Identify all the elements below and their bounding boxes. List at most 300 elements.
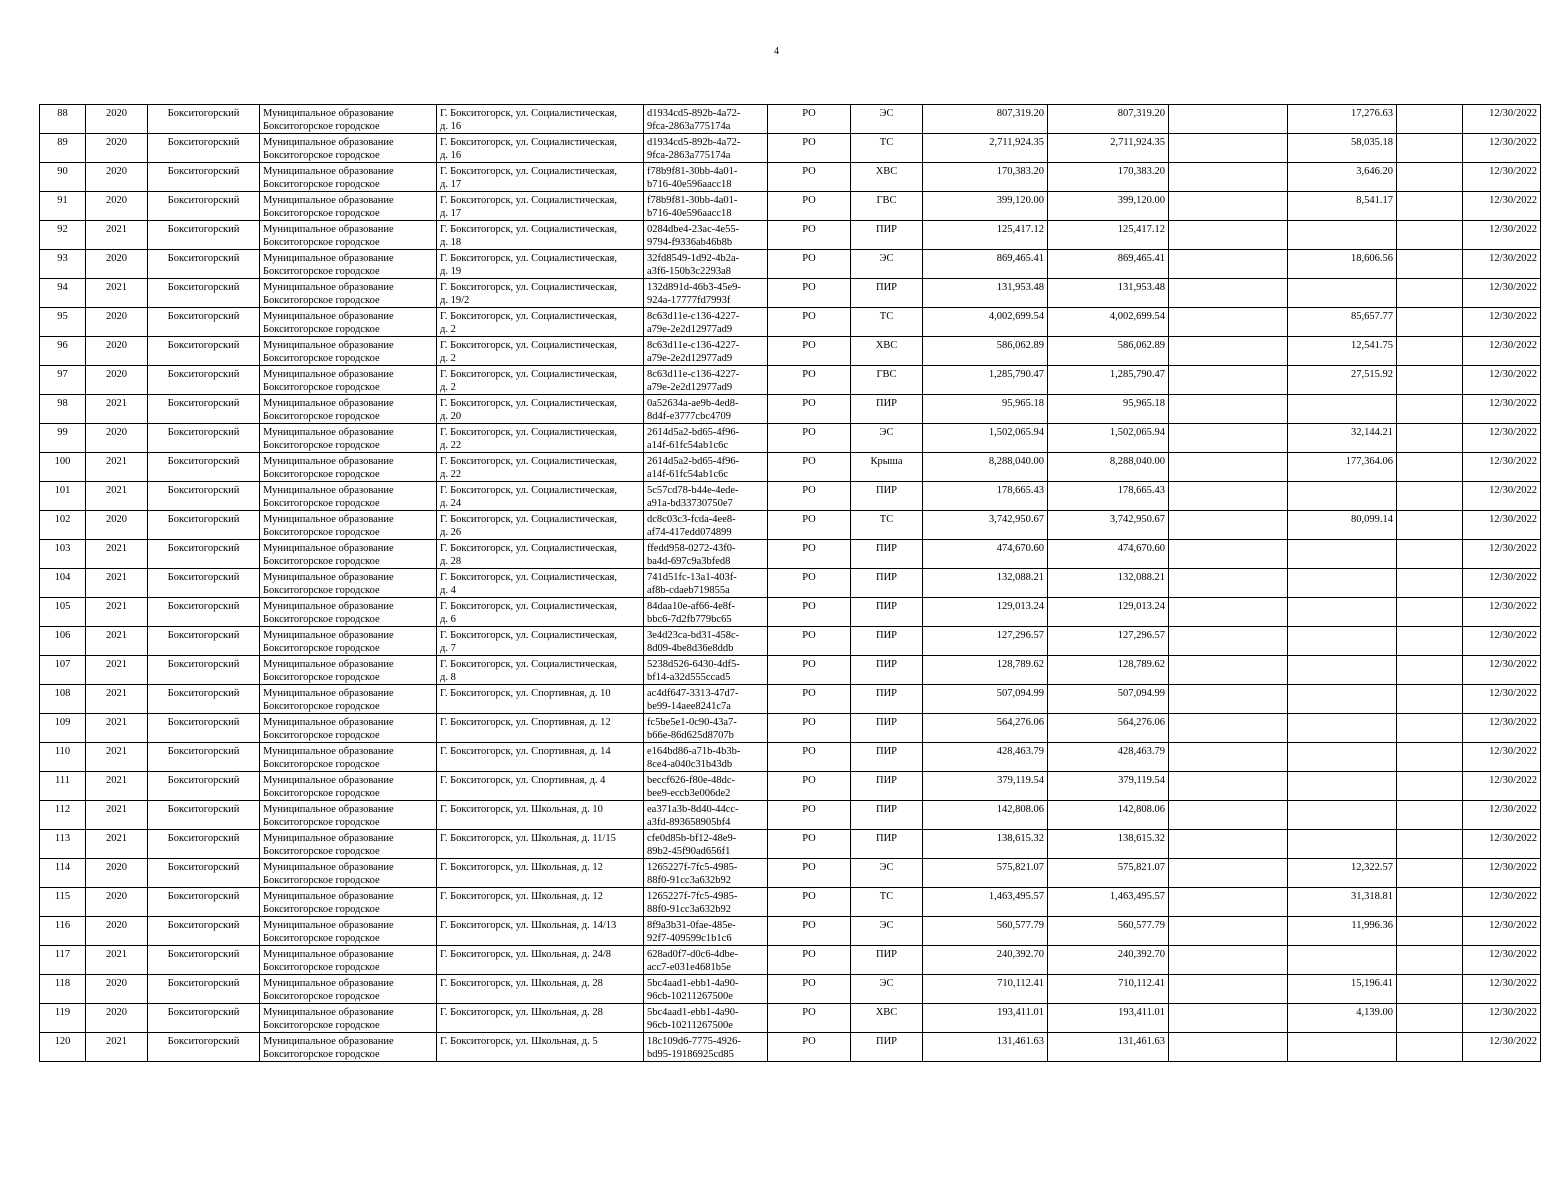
cell-cost-total: 560,577.79 xyxy=(1048,917,1169,946)
cell-cost: 507,094.99 xyxy=(923,685,1048,714)
cell-address xyxy=(437,453,644,482)
table-row xyxy=(40,975,1541,1004)
cell-district: Бокситогорский xyxy=(148,830,260,859)
cell-municipality-line: Бокситогорское городское xyxy=(263,585,380,596)
cell-year: 2020 xyxy=(86,337,148,366)
cell-work-type: Крыша xyxy=(851,453,923,482)
cell-fee: 177,364.06 xyxy=(1288,453,1397,482)
cell-extra-2 xyxy=(1397,192,1463,221)
cell-cost: 1,285,790.47 xyxy=(923,366,1048,395)
cell-district: Бокситогорский xyxy=(148,453,260,482)
cell-program-type: РО xyxy=(768,105,851,134)
cell-district: Бокситогорский xyxy=(148,859,260,888)
cell-deadline: 12/30/2022 xyxy=(1463,569,1541,598)
cell-municipality-line: Бокситогорское городское xyxy=(263,962,380,973)
cell-fee xyxy=(1288,801,1397,830)
cell-address-line: Г. Бокситогорск, ул. Социалистическая, xyxy=(440,456,617,467)
cell-fee: 31,318.81 xyxy=(1288,888,1397,917)
cell-municipality-line: Бокситогорское городское xyxy=(263,179,380,190)
cell-district: Бокситогорский xyxy=(148,743,260,772)
cell-house-id xyxy=(644,540,768,569)
cell-municipality-line: Бокситогорское городское xyxy=(263,411,380,422)
cell-address-line: Г. Бокситогорск, ул. Социалистическая, xyxy=(440,630,617,641)
cell-extra-2 xyxy=(1397,511,1463,540)
cell-work-type: ПИР xyxy=(851,221,923,250)
cell-program-type: РО xyxy=(768,714,851,743)
cell-house-id-line: 3e4d23ca-bd31-458c- xyxy=(647,630,740,641)
cell-year: 2021 xyxy=(86,772,148,801)
cell-cost: 95,965.18 xyxy=(923,395,1048,424)
cell-extra-2 xyxy=(1397,772,1463,801)
cell-deadline: 12/30/2022 xyxy=(1463,685,1541,714)
cell-extra-1 xyxy=(1169,714,1288,743)
cell-year: 2021 xyxy=(86,482,148,511)
cell-deadline: 12/30/2022 xyxy=(1463,917,1541,946)
cell-extra-2 xyxy=(1397,453,1463,482)
table-row xyxy=(40,337,1541,366)
cell-row-number: 119 xyxy=(40,1004,86,1033)
cell-row-number: 108 xyxy=(40,685,86,714)
cell-program-type: РО xyxy=(768,917,851,946)
cell-work-type: ПИР xyxy=(851,830,923,859)
cell-fee: 4,139.00 xyxy=(1288,1004,1397,1033)
cell-extra-2 xyxy=(1397,424,1463,453)
cell-deadline: 12/30/2022 xyxy=(1463,366,1541,395)
cell-municipality-line: Муниципальное образование xyxy=(263,891,394,902)
cell-fee xyxy=(1288,540,1397,569)
table-row xyxy=(40,714,1541,743)
cell-address-line: Г. Бокситогорск, ул. Социалистическая, xyxy=(440,543,617,554)
cell-address xyxy=(437,337,644,366)
cell-deadline: 12/30/2022 xyxy=(1463,888,1541,917)
cell-house-id-line: d1934cd5-892b-4a72- xyxy=(647,108,741,119)
table-row xyxy=(40,308,1541,337)
table-row xyxy=(40,772,1541,801)
cell-district: Бокситогорский xyxy=(148,888,260,917)
cell-address xyxy=(437,511,644,540)
cell-house-id-line: 9794-f9336ab46b8b xyxy=(647,237,733,248)
cell-house-id-line: fc5be5e1-0c90-43a7- xyxy=(647,717,737,728)
cell-address-line: д. 16 xyxy=(440,121,462,132)
cell-year: 2021 xyxy=(86,279,148,308)
cell-address-line: д. 26 xyxy=(440,527,462,538)
cell-district: Бокситогорский xyxy=(148,163,260,192)
cell-address-line: Г. Бокситогорск, ул. Социалистическая, xyxy=(440,601,617,612)
cell-program-type: РО xyxy=(768,134,851,163)
cell-year: 2021 xyxy=(86,540,148,569)
cell-fee xyxy=(1288,656,1397,685)
cell-deadline: 12/30/2022 xyxy=(1463,192,1541,221)
cell-municipality-line: Муниципальное образование xyxy=(263,1036,394,1047)
cell-municipality xyxy=(260,1004,437,1033)
cell-address xyxy=(437,192,644,221)
cell-fee: 8,541.17 xyxy=(1288,192,1397,221)
cell-row-number: 98 xyxy=(40,395,86,424)
cell-extra-1 xyxy=(1169,1004,1288,1033)
cell-deadline: 12/30/2022 xyxy=(1463,337,1541,366)
cell-fee xyxy=(1288,627,1397,656)
cell-work-type: ПИР xyxy=(851,598,923,627)
cell-municipality-line: Бокситогорское городское xyxy=(263,846,380,857)
cell-municipality-line: Бокситогорское городское xyxy=(263,904,380,915)
cell-year: 2020 xyxy=(86,192,148,221)
cell-municipality-line: Бокситогорское городское xyxy=(263,469,380,480)
cell-address-line: д. 2 xyxy=(440,353,456,364)
cell-house-id-line: f78b9f81-30bb-4a01- xyxy=(647,195,738,206)
cell-extra-1 xyxy=(1169,598,1288,627)
cell-district: Бокситогорский xyxy=(148,395,260,424)
cell-deadline: 12/30/2022 xyxy=(1463,540,1541,569)
cell-extra-1 xyxy=(1169,250,1288,279)
cell-district: Бокситогорский xyxy=(148,1033,260,1062)
cell-extra-1 xyxy=(1169,743,1288,772)
cell-extra-2 xyxy=(1397,917,1463,946)
cell-cost-total: 1,502,065.94 xyxy=(1048,424,1169,453)
cell-year: 2021 xyxy=(86,221,148,250)
cell-row-number: 112 xyxy=(40,801,86,830)
cell-municipality-line: Муниципальное образование xyxy=(263,427,394,438)
cell-municipality-line: Муниципальное образование xyxy=(263,746,394,757)
cell-house-id-line: 5bc4aad1-ebb1-4a90- xyxy=(647,978,739,989)
cell-address-line: Г. Бокситогорск, ул. Школьная, д. 24/8 xyxy=(440,949,611,960)
cell-house-id xyxy=(644,511,768,540)
cell-cost-total: 379,119.54 xyxy=(1048,772,1169,801)
cell-deadline: 12/30/2022 xyxy=(1463,250,1541,279)
cell-municipality xyxy=(260,482,437,511)
cell-address-line: Г. Бокситогорск, ул. Социалистическая, xyxy=(440,311,617,322)
cell-row-number: 90 xyxy=(40,163,86,192)
table-row xyxy=(40,453,1541,482)
cell-deadline: 12/30/2022 xyxy=(1463,395,1541,424)
cell-row-number: 100 xyxy=(40,453,86,482)
cell-extra-1 xyxy=(1169,946,1288,975)
cell-address xyxy=(437,656,644,685)
cell-municipality xyxy=(260,975,437,1004)
cell-extra-2 xyxy=(1397,337,1463,366)
cell-district: Бокситогорский xyxy=(148,656,260,685)
cell-work-type: ТС xyxy=(851,308,923,337)
cell-work-type: ЭС xyxy=(851,105,923,134)
cell-address-line: д. 22 xyxy=(440,469,462,480)
cell-address xyxy=(437,366,644,395)
cell-extra-2 xyxy=(1397,714,1463,743)
cell-house-id xyxy=(644,598,768,627)
cell-deadline: 12/30/2022 xyxy=(1463,134,1541,163)
cell-extra-2 xyxy=(1397,975,1463,1004)
cell-year: 2021 xyxy=(86,627,148,656)
cell-extra-2 xyxy=(1397,801,1463,830)
cell-house-id-line: 1265227f-7fc5-4985- xyxy=(647,862,738,873)
cell-address xyxy=(437,540,644,569)
cell-house-id-line: a14f-61fc54ab1c6c xyxy=(647,469,729,480)
cell-work-type: ТС xyxy=(851,134,923,163)
cell-address-line: д. 20 xyxy=(440,411,462,422)
cell-municipality-line: Муниципальное образование xyxy=(263,630,394,641)
cell-program-type: РО xyxy=(768,743,851,772)
cell-address-line: д. 2 xyxy=(440,382,456,393)
cell-work-type: ПИР xyxy=(851,946,923,975)
cell-house-id xyxy=(644,801,768,830)
cell-address-line: Г. Бокситогорск, ул. Социалистическая, xyxy=(440,224,617,235)
cell-year: 2021 xyxy=(86,598,148,627)
cell-work-type: ПИР xyxy=(851,482,923,511)
cell-row-number: 94 xyxy=(40,279,86,308)
cell-program-type: РО xyxy=(768,1033,851,1062)
cell-extra-2 xyxy=(1397,134,1463,163)
cell-municipality-line: Бокситогорское городское xyxy=(263,121,380,132)
cell-municipality-line: Бокситогорское городское xyxy=(263,150,380,161)
cell-house-id-line: 5bc4aad1-ebb1-4a90- xyxy=(647,1007,739,1018)
cell-cost: 131,953.48 xyxy=(923,279,1048,308)
cell-address xyxy=(437,1033,644,1062)
cell-extra-2 xyxy=(1397,569,1463,598)
cell-program-type: РО xyxy=(768,221,851,250)
cell-district: Бокситогорский xyxy=(148,772,260,801)
cell-cost: 240,392.70 xyxy=(923,946,1048,975)
cell-cost-total: 95,965.18 xyxy=(1048,395,1169,424)
cell-house-id-line: 88f0-91cc3a632b92 xyxy=(647,875,731,886)
table-row xyxy=(40,888,1541,917)
cell-year: 2021 xyxy=(86,656,148,685)
cell-district: Бокситогорский xyxy=(148,917,260,946)
cell-deadline: 12/30/2022 xyxy=(1463,1033,1541,1062)
cell-program-type: РО xyxy=(768,772,851,801)
cell-municipality xyxy=(260,743,437,772)
cell-address-line: Г. Бокситогорск, ул. Школьная, д. 12 xyxy=(440,891,603,902)
cell-work-type: ГВС xyxy=(851,366,923,395)
cell-municipality-line: Бокситогорское городское xyxy=(263,788,380,799)
cell-work-type: ХВС xyxy=(851,163,923,192)
cell-house-id xyxy=(644,1004,768,1033)
cell-deadline: 12/30/2022 xyxy=(1463,801,1541,830)
cell-extra-2 xyxy=(1397,743,1463,772)
cell-house-id xyxy=(644,250,768,279)
cell-municipality-line: Бокситогорское городское xyxy=(263,556,380,567)
cell-cost: 560,577.79 xyxy=(923,917,1048,946)
cell-address-line: Г. Бокситогорск, ул. Социалистическая, xyxy=(440,195,617,206)
cell-extra-2 xyxy=(1397,830,1463,859)
cell-address-line: Г. Бокситогорск, ул. Спортивная, д. 14 xyxy=(440,746,611,757)
cell-work-type: ПИР xyxy=(851,1033,923,1062)
cell-row-number: 113 xyxy=(40,830,86,859)
cell-address xyxy=(437,946,644,975)
cell-cost-total: 586,062.89 xyxy=(1048,337,1169,366)
cell-address-line: Г. Бокситогорск, ул. Социалистическая, xyxy=(440,340,617,351)
cell-row-number: 110 xyxy=(40,743,86,772)
cell-house-id-line: af8b-cdaeb719855a xyxy=(647,585,730,596)
cell-deadline: 12/30/2022 xyxy=(1463,482,1541,511)
cell-cost: 586,062.89 xyxy=(923,337,1048,366)
cell-work-type: ЭС xyxy=(851,975,923,1004)
cell-house-id xyxy=(644,337,768,366)
cell-work-type: ПИР xyxy=(851,627,923,656)
cell-program-type: РО xyxy=(768,598,851,627)
cell-municipality-line: Муниципальное образование xyxy=(263,137,394,148)
cell-extra-2 xyxy=(1397,105,1463,134)
cell-house-id-line: 8d4f-e3777cbc4709 xyxy=(647,411,731,422)
cell-cost: 193,411.01 xyxy=(923,1004,1048,1033)
cell-district: Бокситогорский xyxy=(148,627,260,656)
table-row xyxy=(40,801,1541,830)
cell-address-line: д. 24 xyxy=(440,498,462,509)
cell-cost-total: 178,665.43 xyxy=(1048,482,1169,511)
cell-municipality xyxy=(260,192,437,221)
cell-district: Бокситогорский xyxy=(148,801,260,830)
cell-district: Бокситогорский xyxy=(148,105,260,134)
cell-address-line: д. 4 xyxy=(440,585,456,596)
register-table xyxy=(39,104,1541,1062)
cell-cost: 129,013.24 xyxy=(923,598,1048,627)
cell-program-type: РО xyxy=(768,366,851,395)
cell-extra-1 xyxy=(1169,279,1288,308)
cell-row-number: 116 xyxy=(40,917,86,946)
cell-year: 2021 xyxy=(86,830,148,859)
cell-municipality-line: Бокситогорское городское xyxy=(263,817,380,828)
cell-deadline: 12/30/2022 xyxy=(1463,453,1541,482)
cell-municipality-line: Муниципальное образование xyxy=(263,775,394,786)
cell-work-type: ПИР xyxy=(851,395,923,424)
cell-cost: 4,002,699.54 xyxy=(923,308,1048,337)
cell-municipality-line: Муниципальное образование xyxy=(263,804,394,815)
cell-cost: 807,319.20 xyxy=(923,105,1048,134)
cell-fee xyxy=(1288,279,1397,308)
cell-extra-1 xyxy=(1169,105,1288,134)
cell-cost-total: 4,002,699.54 xyxy=(1048,308,1169,337)
cell-cost-total: 138,615.32 xyxy=(1048,830,1169,859)
cell-program-type: РО xyxy=(768,627,851,656)
cell-work-type: ПИР xyxy=(851,743,923,772)
cell-municipality-line: Муниципальное образование xyxy=(263,224,394,235)
cell-row-number: 106 xyxy=(40,627,86,656)
table-row xyxy=(40,946,1541,975)
cell-address xyxy=(437,772,644,801)
cell-extra-2 xyxy=(1397,221,1463,250)
cell-deadline: 12/30/2022 xyxy=(1463,279,1541,308)
cell-house-id-line: 8c63d11e-c136-4227- xyxy=(647,369,740,380)
table-row xyxy=(40,598,1541,627)
cell-house-id-line: ffedd958-0272-43f0- xyxy=(647,543,736,554)
cell-district: Бокситогорский xyxy=(148,279,260,308)
cell-row-number: 120 xyxy=(40,1033,86,1062)
cell-municipality xyxy=(260,1033,437,1062)
cell-fee xyxy=(1288,714,1397,743)
cell-municipality-line: Бокситогорское городское xyxy=(263,440,380,451)
cell-address-line: д. 6 xyxy=(440,614,456,625)
cell-municipality-line: Бокситогорское городское xyxy=(263,527,380,538)
cell-address-line: д. 22 xyxy=(440,440,462,451)
cell-house-id-line: 2614d5a2-bd65-4f96- xyxy=(647,427,740,438)
cell-municipality-line: Муниципальное образование xyxy=(263,1007,394,1018)
cell-address xyxy=(437,917,644,946)
cell-house-id-line: e164bd86-a71b-4b3b- xyxy=(647,746,741,757)
cell-program-type: РО xyxy=(768,888,851,917)
cell-municipality-line: Муниципальное образование xyxy=(263,601,394,612)
table-row xyxy=(40,511,1541,540)
cell-municipality xyxy=(260,830,437,859)
cell-cost: 1,463,495.57 xyxy=(923,888,1048,917)
cell-year: 2020 xyxy=(86,511,148,540)
cell-work-type: ТС xyxy=(851,511,923,540)
cell-row-number: 111 xyxy=(40,772,86,801)
cell-program-type: РО xyxy=(768,250,851,279)
cell-municipality-line: Муниципальное образование xyxy=(263,543,394,554)
cell-row-number: 104 xyxy=(40,569,86,598)
cell-house-id-line: 8ce4-a040c31b43db xyxy=(647,759,733,770)
cell-fee: 18,606.56 xyxy=(1288,250,1397,279)
cell-house-id-line: dc8c03c3-fcda-4ee8- xyxy=(647,514,736,525)
cell-house-id-line: bf14-a32d555ccad5 xyxy=(647,672,731,683)
table-row xyxy=(40,859,1541,888)
cell-row-number: 96 xyxy=(40,337,86,366)
cell-address-line: Г. Бокситогорск, ул. Спортивная, д. 10 xyxy=(440,688,611,699)
cell-house-id-line: bd95-19186925cd85 xyxy=(647,1049,734,1060)
cell-municipality xyxy=(260,917,437,946)
cell-municipality-line: Муниципальное образование xyxy=(263,949,394,960)
cell-house-id xyxy=(644,917,768,946)
cell-address xyxy=(437,627,644,656)
cell-house-id-line: b716-40e596aacc18 xyxy=(647,179,732,190)
cell-cost-total: 2,711,924.35 xyxy=(1048,134,1169,163)
cell-municipality-line: Муниципальное образование xyxy=(263,717,394,728)
cell-cost: 399,120.00 xyxy=(923,192,1048,221)
cell-district: Бокситогорский xyxy=(148,685,260,714)
cell-address-line: д. 17 xyxy=(440,208,462,219)
cell-house-id-line: 741d51fc-13a1-403f- xyxy=(647,572,737,583)
cell-work-type: ПИР xyxy=(851,656,923,685)
cell-house-id xyxy=(644,424,768,453)
cell-program-type: РО xyxy=(768,656,851,685)
cell-municipality xyxy=(260,685,437,714)
cell-house-id-line: a91a-bd33730750e7 xyxy=(647,498,733,509)
cell-extra-2 xyxy=(1397,627,1463,656)
cell-row-number: 102 xyxy=(40,511,86,540)
cell-address-line: Г. Бокситогорск, ул. Социалистическая, xyxy=(440,485,617,496)
cell-municipality-line: Муниципальное образование xyxy=(263,978,394,989)
cell-row-number: 117 xyxy=(40,946,86,975)
cell-district: Бокситогорский xyxy=(148,569,260,598)
cell-municipality xyxy=(260,801,437,830)
cell-cost: 428,463.79 xyxy=(923,743,1048,772)
cell-municipality xyxy=(260,946,437,975)
cell-municipality-line: Муниципальное образование xyxy=(263,282,394,293)
cell-municipality-line: Бокситогорское городское xyxy=(263,933,380,944)
cell-municipality-line: Бокситогорское городское xyxy=(263,382,380,393)
cell-deadline: 12/30/2022 xyxy=(1463,598,1541,627)
cell-address-line: Г. Бокситогорск, ул. Социалистическая, xyxy=(440,572,617,583)
cell-address-line: Г. Бокситогорск, ул. Спортивная, д. 4 xyxy=(440,775,606,786)
cell-address xyxy=(437,975,644,1004)
cell-cost-total: 170,383.20 xyxy=(1048,163,1169,192)
cell-cost-total: 564,276.06 xyxy=(1048,714,1169,743)
cell-extra-2 xyxy=(1397,308,1463,337)
cell-work-type: ПИР xyxy=(851,540,923,569)
cell-deadline: 12/30/2022 xyxy=(1463,975,1541,1004)
cell-address xyxy=(437,424,644,453)
cell-address xyxy=(437,1004,644,1033)
cell-house-id-line: a79e-2e2d12977ad9 xyxy=(647,382,733,393)
cell-municipality-line: Муниципальное образование xyxy=(263,514,394,525)
cell-municipality-line: Муниципальное образование xyxy=(263,572,394,583)
cell-extra-2 xyxy=(1397,250,1463,279)
cell-cost-total: 129,013.24 xyxy=(1048,598,1169,627)
cell-address xyxy=(437,221,644,250)
cell-deadline: 12/30/2022 xyxy=(1463,105,1541,134)
cell-address-line: д. 17 xyxy=(440,179,462,190)
cell-year: 2020 xyxy=(86,1004,148,1033)
cell-municipality-line: Бокситогорское городское xyxy=(263,498,380,509)
cell-deadline: 12/30/2022 xyxy=(1463,714,1541,743)
cell-work-type: ПИР xyxy=(851,685,923,714)
